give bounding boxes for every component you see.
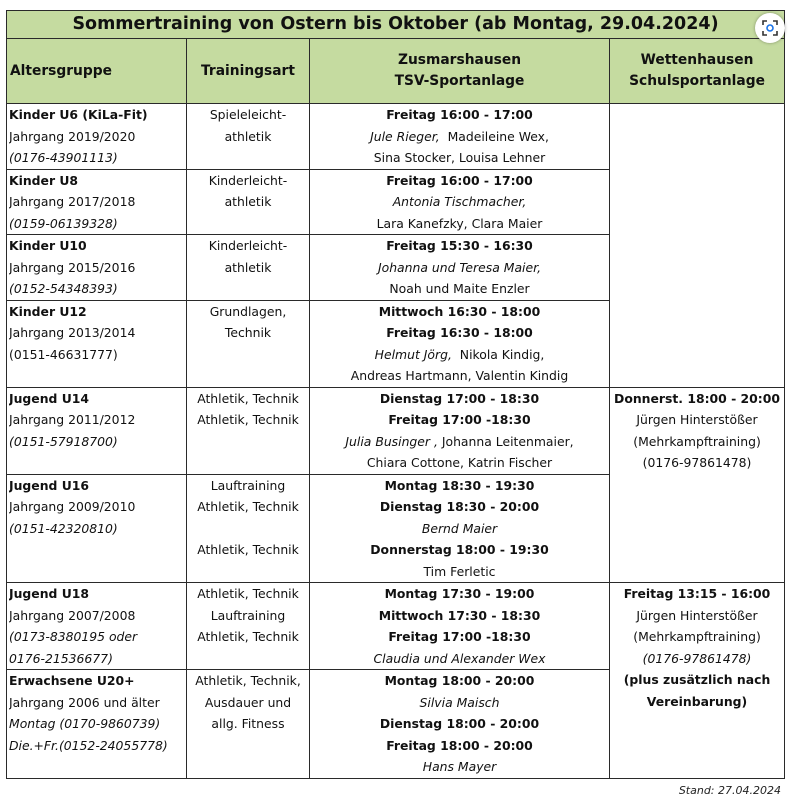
zus-cell [310, 235, 610, 301]
group-phone: (0173-8380195 oder [9, 629, 138, 644]
group-year: Jahrgang 2017/2018 [9, 194, 136, 209]
zus-cell [310, 387, 610, 474]
header-wettenhausen [610, 39, 785, 104]
extra-note: Vereinbarung) [646, 693, 748, 709]
trainer-name: Jürgen Hinterstößer [636, 607, 758, 623]
trainer-names: Andreas Hartmann, Valentin Kindig [350, 368, 569, 383]
contact-phone: (0176-97861478) [642, 650, 752, 666]
group-phone: Montag (0170-9860739) [9, 716, 161, 731]
time-slot: Montag 18:00 - 20:00 [384, 673, 535, 688]
trainer-name: Jürgen Hinterstößer [636, 412, 758, 427]
type-cell [187, 169, 310, 235]
schedule-table [6, 10, 785, 779]
group-cell [7, 169, 187, 235]
time-slot: Montag 18:30 - 19:30 [384, 477, 535, 493]
header-altersgruppe: Altersgruppe [7, 39, 187, 104]
zus-cell [310, 583, 610, 670]
group-name: Kinder U10 [9, 238, 87, 253]
group-cell [7, 300, 187, 387]
trainer-name: Julia Businger , [345, 433, 438, 449]
group-phone: (0159-06139328) [9, 215, 118, 231]
group-name: Jugend U14 [9, 390, 90, 406]
trainer-names: Lara Kanefzky, Clara Maier [376, 215, 543, 231]
type-cell [187, 300, 310, 387]
group-year: Jahrgang 2019/2020 [9, 128, 136, 144]
time-slot: Dienstag 18:00 - 20:00 [379, 716, 540, 731]
table-row [7, 583, 785, 670]
time-slot: Freitag 18:00 - 20:00 [386, 737, 533, 753]
time-slot: Freitag 15:30 - 16:30 [386, 238, 533, 253]
header-zus-line1: Zusmarshausen [397, 52, 522, 68]
trainer-names: Chiara Cottone, Katrin Fischer [366, 455, 553, 470]
group-cell [7, 670, 187, 779]
group-phone: (0151-46631777) [9, 346, 118, 362]
group-cell [7, 235, 187, 301]
training-note: (Mehrkampftraining) [633, 629, 761, 644]
trainer-name: Madeileine Wex, [447, 128, 549, 144]
wet-cell-empty [610, 104, 785, 388]
trainer-name: Jule Rieger, [370, 128, 440, 144]
group-cell [7, 104, 187, 170]
zus-cell [310, 104, 610, 170]
header-trainingsart: Trainingsart [187, 39, 310, 104]
type-line: athletik [224, 259, 272, 275]
trainer-name: Antonia Tischmacher, [392, 194, 527, 209]
type-line: Athletik, Technik [197, 542, 299, 557]
trainer-name: Johanna und Teresa Maier, [377, 259, 542, 275]
group-year: Jahrgang 2013/2014 [9, 325, 136, 340]
group-phone: Die.+Fr.(0152-24055778) [9, 737, 168, 753]
zus-cell [310, 670, 610, 779]
time-slot: Freitag 16:00 - 17:00 [386, 107, 533, 122]
type-line: Grundlagen, [209, 303, 287, 319]
training-note: (Mehrkampftraining) [633, 433, 761, 449]
zus-cell [310, 474, 610, 583]
wet-cell [610, 387, 785, 583]
group-name: Kinder U8 [9, 172, 79, 188]
table-row [7, 104, 785, 170]
type-cell [187, 235, 310, 301]
type-line: Lauftraining [210, 607, 286, 623]
type-line: athletik [224, 194, 272, 209]
group-name: Jugend U16 [9, 477, 90, 493]
trainer-name: Tim Ferletic [423, 563, 496, 579]
zus-cell [310, 300, 610, 387]
trainer-names: Sina Stocker, Louisa Lehner [373, 150, 546, 165]
time-slot: Dienstag 18:30 - 20:00 [379, 499, 540, 514]
group-name: Kinder U6 (KiLa-Fit) [9, 107, 148, 122]
type-line: athletik [224, 128, 272, 144]
type-cell [187, 104, 310, 170]
type-line: Athletik, Technik [197, 499, 299, 514]
group-year: Jahrgang 2011/2012 [9, 412, 136, 427]
header-zusmarshausen [310, 39, 610, 104]
type-line: Lauftraining [210, 477, 286, 493]
type-line: Athletik, Technik [197, 390, 299, 406]
time-slot: Donnerstag 18:00 - 19:30 [370, 542, 549, 557]
trainer-name: Silvia Maisch [419, 694, 500, 710]
time-slot: Mittwoch 17:30 - 18:30 [378, 607, 541, 623]
time-slot: Donnerst. 18:00 - 20:00 [614, 390, 780, 406]
type-line: Kinderleicht- [208, 172, 288, 188]
zus-cell [310, 169, 610, 235]
header-wet-line1: Wettenhausen [640, 52, 754, 68]
time-slot: Montag 17:30 - 19:00 [384, 586, 535, 601]
schedule-sheet [6, 10, 784, 779]
trainer-name: Helmut Jörg, [374, 346, 452, 362]
group-phone: 0176-21536677) [9, 650, 113, 666]
time-slot: Freitag 16:00 - 17:00 [386, 172, 533, 188]
group-year: Jahrgang 2006 und älter [9, 694, 160, 710]
header-wet-line2: Schulsportanlage [629, 73, 765, 89]
time-slot: Freitag 17:00 -18:30 [388, 412, 531, 427]
type-line: Athletik, Technik [197, 629, 299, 644]
group-year: Jahrgang 2015/2016 [9, 259, 136, 275]
extra-note: (plus zusätzlich nach [623, 672, 771, 687]
trainer-name: Bernd Maier [421, 520, 498, 536]
group-cell [7, 583, 187, 670]
table-row [7, 387, 785, 474]
type-line: Technik [224, 325, 272, 340]
type-cell [187, 670, 310, 779]
type-line: Athletik, Technik [197, 586, 299, 601]
time-slot: Mittwoch 16:30 - 18:00 [378, 303, 541, 319]
type-line: Athletik, Technik [197, 412, 299, 427]
group-phone: (0152-54348393) [9, 281, 118, 296]
table-title [7, 11, 785, 39]
trainer-names: Noah und Maite Enzler [389, 281, 530, 296]
group-year: Jahrgang 2009/2010 [9, 499, 136, 514]
type-cell [187, 387, 310, 474]
group-name: Erwachsene U20+ [9, 673, 135, 688]
type-line: Ausdauer und [204, 694, 292, 710]
group-cell [7, 387, 187, 474]
header-zus-line2: TSV-Sportanlage [394, 73, 525, 89]
type-line: Athletik, Technik, [195, 673, 301, 688]
contact-phone: (0176-97861478) [642, 455, 752, 470]
time-slot: Freitag 17:00 -18:30 [388, 629, 531, 644]
stand-date: Stand: 27.04.2024 [678, 784, 781, 797]
wet-cell [610, 583, 785, 779]
trainer-name: Hans Mayer [422, 759, 497, 774]
type-line: Spieleleicht- [209, 107, 287, 122]
group-phone: (0151-42320810) [9, 520, 118, 536]
trainer-names: Claudia und Alexander Wex [373, 650, 546, 666]
type-cell [187, 474, 310, 583]
group-year: Jahrgang 2007/2008 [9, 607, 136, 623]
type-cell [187, 583, 310, 670]
group-cell [7, 474, 187, 583]
type-line: allg. Fitness [211, 716, 285, 731]
visual-search-icon [762, 20, 778, 36]
type-line: Kinderleicht- [208, 238, 288, 253]
title-text: Sommertraining von Ostern bis Oktober (ab Montag, 29.04.2024) [72, 14, 719, 34]
group-name: Kinder U12 [9, 303, 87, 319]
group-phone: (0176-43901113) [9, 150, 118, 165]
trainer-name: Nikola Kindig, [459, 346, 545, 362]
time-slot: Freitag 16:30 - 18:00 [386, 325, 533, 340]
group-name: Jugend U18 [9, 586, 90, 601]
visual-search-button[interactable] [755, 13, 785, 43]
trainer-name: Johanna Leitenmaier, [441, 433, 574, 449]
group-phone: (0151-57918700) [9, 433, 118, 449]
time-slot: Dienstag 17:00 - 18:30 [379, 390, 540, 406]
time-slot: Freitag 13:15 - 16:00 [623, 586, 771, 601]
